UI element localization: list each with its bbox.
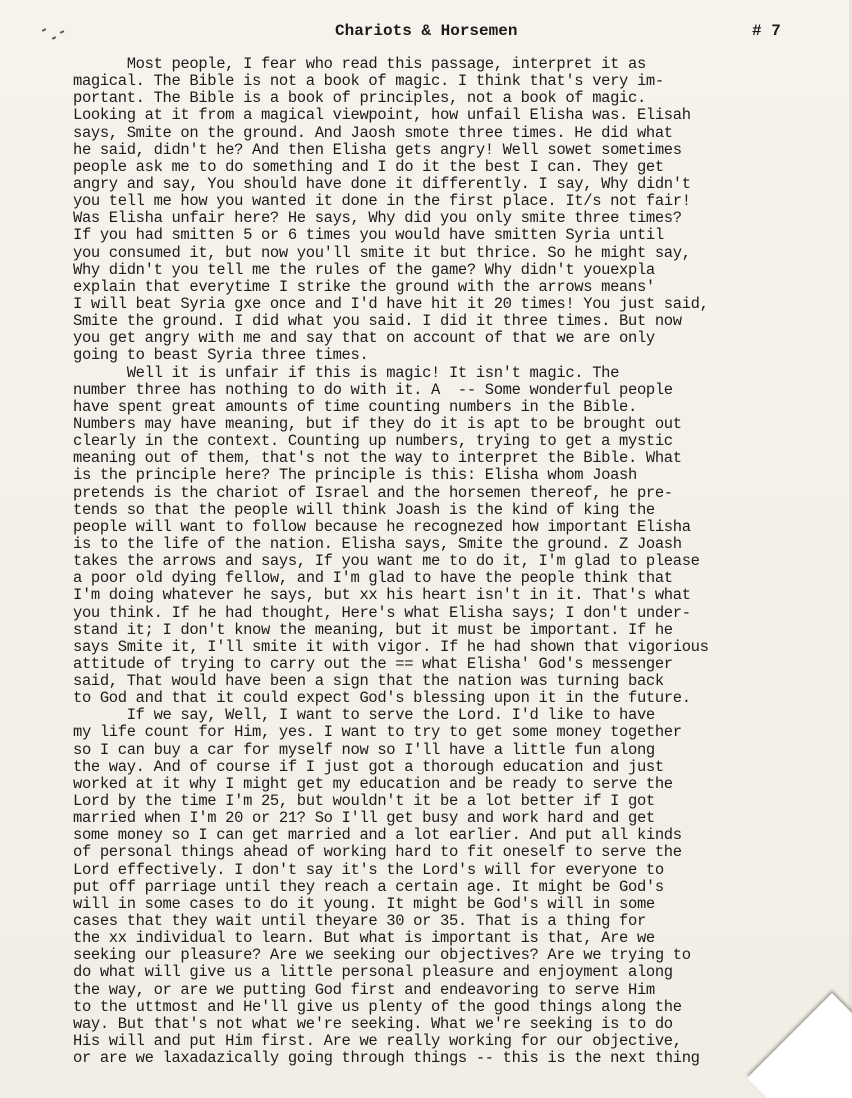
text-line: portant. The Bible is a book of principles, not a book of magic. xyxy=(73,89,646,108)
text-line: so I can buy a car for myself now so I'll have a little fun along xyxy=(73,740,655,759)
text-line: my life count for Him, yes. I want to try to get some money together xyxy=(73,723,682,742)
text-line: you tell me how you wanted it done in the first place. It/s not fair! xyxy=(73,192,691,211)
text-line: will in some cases to do it young. It might be God's will in some xyxy=(73,894,655,913)
text-line: the way. And of course if I just got a thorough education and just xyxy=(73,757,664,776)
text-line: have spent great amounts of time counting numbers in the Bible. xyxy=(73,397,637,416)
text-line: clearly in the context. Counting up numbers, trying to get a mystic xyxy=(73,432,673,451)
text-line: to God and that it could expect God's blessing upon it in the future. xyxy=(73,689,691,708)
text-line: a poor old dying fellow, and I'm glad to have the people think that xyxy=(73,569,673,588)
text-line: I will beat Syria gxe once and I'd have hit it 20 times! You just said, xyxy=(73,294,709,313)
text-line: he said, didn't he? And then Elisha gets angry! Well sowet sometimes xyxy=(73,140,682,159)
text-line: you consumed it, but now you'll smite it but thrice. So he might say, xyxy=(73,243,691,262)
text-line: or are we laxadazically going through things -- this is the next thing xyxy=(73,1049,700,1068)
text-line: Why didn't you tell me the rules of the game? Why didn't youexpla xyxy=(73,260,655,279)
text-line: to the uttmost and He'll give us plenty of the good things along the xyxy=(73,997,682,1016)
text-line: If you had smitten 5 or 6 times you would have smitten Syria until xyxy=(73,226,664,245)
page-number: # 7 xyxy=(752,22,781,40)
text-line: said, That would have been a sign that the nation was turning back xyxy=(73,672,664,691)
text-line: magical. The Bible is not a book of magic. I think that's very im- xyxy=(73,72,664,91)
text-line: pretends is the chariot of Israel and the horsemen thereof, he pre- xyxy=(73,483,673,502)
text-line: If we say, Well, I want to serve the Lord. I'd like to have xyxy=(73,706,655,725)
text-line: number three has nothing to do with it. A -- Some wonderful people xyxy=(73,380,673,399)
text-line: married when I'm 20 or 21? So I'll get busy and work hard and get xyxy=(73,809,655,828)
text-line: Most people, I fear who read this passage, interpret it as xyxy=(73,55,646,73)
text-line: His will and put Him first. Are we really working for our objective, xyxy=(73,1032,682,1051)
text-line: some money so I can get married and a lot earlier. And put all kinds xyxy=(73,826,682,845)
text-line: stand it; I don't know the meaning, but it must be important. If he xyxy=(73,620,673,639)
text-line: Looking at it from a magical viewpoint, how unfail Elisha was. Elisah xyxy=(73,106,691,125)
text-line: meaning out of them, that's not the way to interpret the Bible. What xyxy=(73,449,682,468)
text-line: seeking our pleasure? Are we seeking our objectives? Are we trying to xyxy=(73,946,691,965)
text-line: is the principle here? The principle is this: Elisha whom Joash xyxy=(73,466,637,485)
text-line: Lord by the time I'm 25, but wouldn't it be a lot better if I got xyxy=(73,792,655,811)
text-line: you get angry with me and say that on account of that we are only xyxy=(73,329,655,348)
text-line: says Smite it, I'll smite it with vigor. If he had shown that vigorious xyxy=(73,637,709,656)
text-line: Was Elisha unfair here? He says, Why did you only smite three times? xyxy=(73,209,682,228)
text-line: the xx individual to learn. But what is important is that, Are we xyxy=(73,929,655,948)
text-line: tends so that the people will think Joash is the kind of king the xyxy=(73,500,655,519)
text-line: attitude of trying to carry out the == what Elisha' God's messenger xyxy=(73,654,673,673)
text-line: put off parriage until they reach a certain age. It might be God's xyxy=(73,877,664,896)
text-line: the way, or are we putting God first and endeavoring to serve Him xyxy=(73,980,655,999)
text-line: Well it is unfair if this is magic! It isn't magic. The xyxy=(73,363,620,382)
text-line: explain that everytime I strike the ground with the arrows means' xyxy=(73,277,655,296)
text-line: do what will give us a little personal pleasure and enjoyment along xyxy=(73,963,673,982)
text-line: people will want to follow because he recognezed how important Elisha xyxy=(73,517,691,536)
text-line: cases that they wait until theyare 30 or 35. That is a thing for xyxy=(73,912,646,931)
body-text xyxy=(73,56,813,1067)
text-line: Lord effectively. I don't say it's the Lord's will for everyone to xyxy=(73,860,664,879)
page-title: Chariots & Horsemen xyxy=(335,22,518,40)
text-line: angry and say, You should have done it differently. I say, Why didn't xyxy=(73,174,691,193)
text-line: Numbers may have meaning, but if they do it is apt to be brought out xyxy=(73,414,682,433)
text-line: going to beast Syria three times. xyxy=(73,346,369,365)
text-line: takes the arrows and says, If you want me to do it, I'm glad to please xyxy=(73,552,700,571)
text-line: of personal things ahead of working hard to fit oneself to serve the xyxy=(73,843,682,862)
text-line: worked at it why I might get my education and be ready to serve the xyxy=(73,774,673,793)
text-line: says, Smite on the ground. And Jaosh smote three times. He did what xyxy=(73,123,673,142)
text-line: you think. If he had thought, Here's what Elisha says; I don't under- xyxy=(73,603,691,622)
text-line: Smite the ground. I did what you said. I did it three times. But now xyxy=(73,312,682,331)
text-line: people ask me to do something and I do it the best I can. They get xyxy=(73,157,664,176)
text-line: is to the life of the nation. Elisha says, Smite the ground. Z Joash xyxy=(73,534,682,553)
text-line: I'm doing whatever he says, but xx his heart isn't in it. That's what xyxy=(73,586,691,605)
page-header xyxy=(0,18,852,44)
text-line: way. But that's not what we're seeking. What we're seeking is to do xyxy=(73,1014,673,1033)
